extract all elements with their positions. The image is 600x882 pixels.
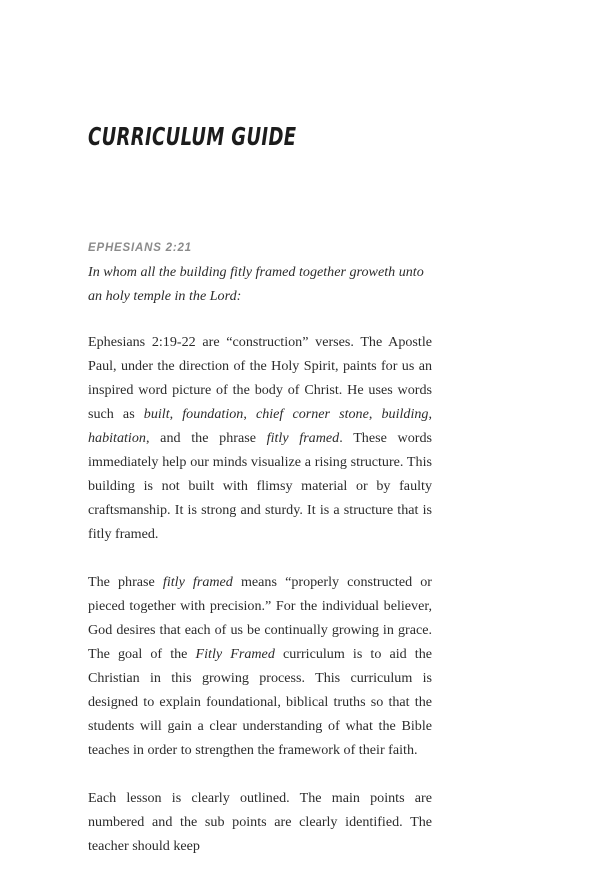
p1-term-habitation: habitation	[88, 430, 146, 446]
verse-reference: EPHESIANS 2:21	[88, 242, 192, 254]
p3-text-a: Each lesson is clearly outlined. The main points are numbered and the sub points are clearly identified. The teacher should keep	[88, 790, 432, 854]
paragraph-lesson-outline	[88, 786, 432, 858]
p1-text-a: Ephesians 2:19-22 are “construction” verses. The Apostle Paul, under the direction of the Holy Spirit, paints for us an inspired word picture of the body of Christ. He uses words such as	[88, 334, 432, 422]
p1-sep-5: , and the phrase	[145, 430, 267, 446]
p2-term-fitly-framed: fitly framed	[162, 574, 233, 590]
p1-sep-3: ,	[368, 406, 382, 422]
p1-term-building: building	[381, 406, 429, 422]
p1-sep-2: ,	[243, 406, 256, 422]
p2-text-b: means “properly constructed or pieced together with precision.” For the individual believer, God desires that each of us be continually growing in grace. The goal of the	[88, 574, 432, 662]
page-title: CURRICULUM GUIDE	[88, 122, 297, 151]
p1-term-chief-corner-stone: chief corner stone	[255, 406, 369, 422]
p1-sep-4: ,	[428, 406, 433, 422]
p2-term-curriculum-name: Fitly Framed	[195, 646, 275, 662]
p2-text-c: curriculum is to aid the Christian in this growing process. This curriculum is designed to explain foundational, biblical truths so that the students will gain a clear understanding of what the Bible teaches in order to strengthen the framework of their faith.	[88, 646, 432, 758]
body-text	[88, 240, 432, 882]
p1-term-foundation: foundation	[182, 406, 244, 422]
p1-text-b: . These words immediately help our minds visualize a rising structure. This building is not built with flimsy material or by faulty craftsmanship. It is strong and sturdy. It is a structure that is fitly framed.	[88, 430, 433, 542]
p1-term-built: built	[143, 406, 170, 422]
verse-text: In whom all the building fitly framed together groweth unto an holy temple in the Lord:	[88, 264, 424, 304]
paragraph-fitly-framed-meaning	[88, 570, 432, 762]
p2-text-a: The phrase	[88, 574, 163, 590]
p1-term-fitly-framed: fitly framed	[266, 430, 340, 446]
paragraph-construction-verses	[88, 330, 432, 546]
p1-sep-1: ,	[169, 406, 183, 422]
